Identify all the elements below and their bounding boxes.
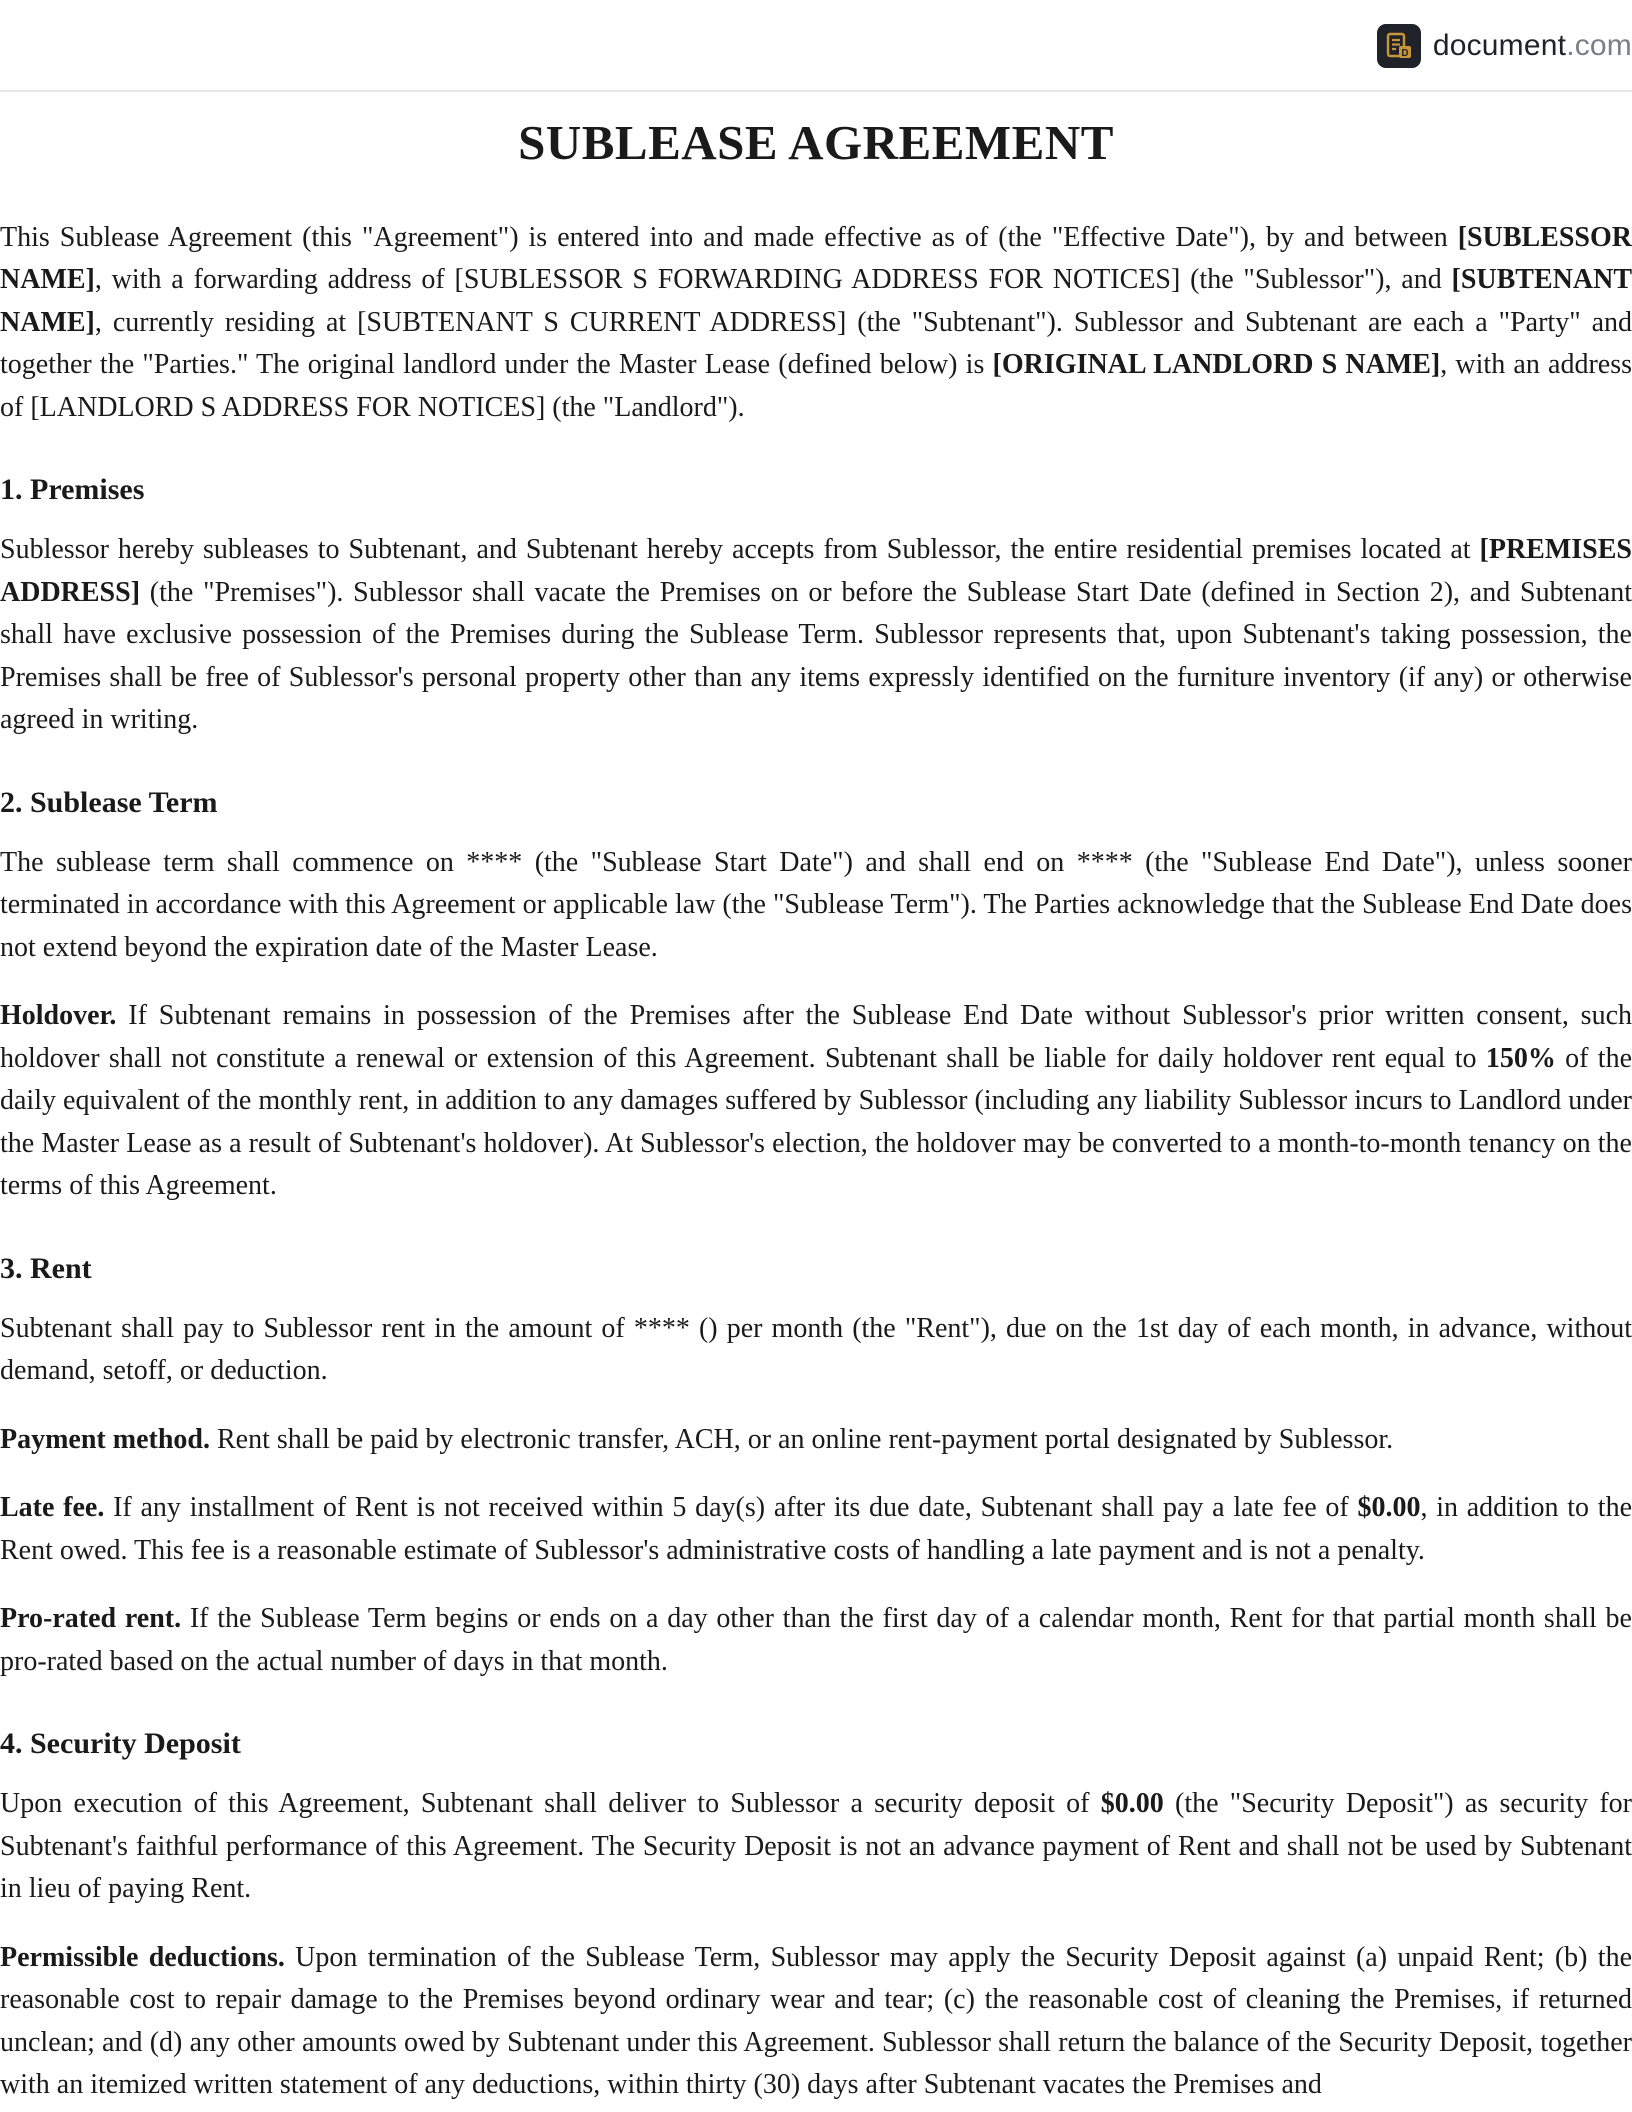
landlord-name: [ORIGINAL LANDLORD S NAME] — [992, 349, 1441, 381]
paragraph-text: If Subtenant remains in possession of the Premises after the Sublease End Date without Sublessor's prior written consent, such holdover shall not constitute a renewal or extension of this Agreement. Subtenant shall be liable for daily holdover rent equal to — [0, 1000, 1632, 1074]
paragraph-text: If any installment of Rent is not received within 5 day(s) after its due date, Subtenant shall pay a late fee of — [104, 1492, 1358, 1524]
intro-text: , currently residing at [SUBTENANT S CURRENT ADDRESS] (the "Subtenant"). Sublessor and Subtenant are each a "Party" and together the "Parties." The original landlord under the Master Lease (defined below) is — [0, 306, 1632, 381]
intro-text: This Sublease Agreement (this "Agreement") is entered into and made effective as of (the "Effective Date"), by and between — [0, 221, 1458, 253]
term-paragraph: The sublease term shall commence on **** (the "Sublease Start Date") and shall end on **** (the "Sublease End Date"), unless sooner terminated in accordance with this Agreement or applicable law (the "Sublease Term"). The Parties acknowledge that the Sublease End Date does not extend beyond the expiration date of the Master Lease. — [0, 846, 1632, 963]
paragraph-text: Upon termination of the Sublease Term, Sublessor may apply the Security Deposit against (a) unpaid Rent; (b) the reasonable cost to repair damage to the Premises beyond ordinary wear and tear; (c) the reasonable cost of cleaning the Premises, if returned unclean; and (d) any other amounts owed by Subtenant under this Agreement. Sublessor shall return the balance of the Security Deposit, together with an itemized written statement of any deductions, within thirty (30) days after Subtenant vacates the Premises and — [0, 1941, 1632, 2101]
sublessor-name: [SUBLESSOR NAME] — [0, 221, 1632, 296]
paragraph-text: (the "Security Deposit") as security for Subtenant's faithful performance of this Agreement. The Security Deposit is not an advance payment of Rent and shall not be used by Subtenant in lieu of paying Rent. — [0, 1788, 1632, 1905]
document-body — [0, 100, 1632, 2107]
paragraph-text: Sublessor hereby subleases to Subtenant, and Subtenant hereby accepts from Sublessor, the entire residential premises located at — [0, 534, 1480, 566]
document-title: SUBLEASE AGREEMENT — [518, 115, 1114, 170]
premises-paragraph — [0, 529, 1632, 742]
section-heading-rent: 3. Rent — [0, 1251, 92, 1285]
permissible-deductions-paragraph — [0, 1937, 1632, 2107]
permissible-deductions-lead: Permissible deductions. — [0, 1941, 285, 1973]
paragraph-text: If the Sublease Term begins or ends on a day other than the first day of a calendar month, Rent for that partial month shall be pro-rated based on the actual number of days in that month. — [0, 1603, 1632, 1677]
svg-text:D: D — [1401, 48, 1409, 59]
section-heading-sublease-term: 2. Sublease Term — [0, 785, 218, 819]
prorated-rent-lead: Pro-rated rent. — [0, 1603, 182, 1635]
payment-method-paragraph — [0, 1419, 1632, 1462]
paragraph-text: , in addition to the Rent owed. This fee is a reasonable estimate of Sublessor's administrative costs of handling a late payment and is not a penalty. — [0, 1492, 1632, 1566]
late-fee-amount: $0.00 — [1357, 1492, 1421, 1524]
brand-name: document — [1432, 29, 1567, 62]
security-deposit-amount: $0.00 — [1100, 1788, 1164, 1820]
holdover-paragraph — [0, 995, 1632, 1208]
premises-address: [PREMISES ADDRESS] — [0, 534, 1632, 608]
intro-text: , with an address of [LANDLORD S ADDRESS FOR NOTICES] (the "Landlord"). — [0, 349, 1632, 423]
paragraph-text: of the daily equivalent of the monthly rent, in addition to any damages suffered by Sublessor (including any liability Sublessor incurs to Landlord under the Master Lease as a result of Subtenant's holdover). At Sublessor's election, the holdover may be converted to a month-to-month tenancy on the terms of this Agreement. — [0, 1042, 1632, 1202]
paragraph-text: Upon execution of this Agreement, Subtenant shall deliver to Sublessor a security deposit of — [0, 1788, 1101, 1820]
document-logo-icon — [1377, 24, 1421, 68]
late-fee-paragraph — [0, 1487, 1632, 1572]
section-heading-premises: 1. Premises — [0, 473, 145, 507]
paragraph-text: Rent shall be paid by electronic transfer, ACH, or an online rent-payment portal designated by Sublessor. — [209, 1423, 1394, 1455]
payment-method-lead: Payment method. — [0, 1423, 210, 1455]
subtenant-name: [SUBTENANT NAME] — [0, 264, 1632, 338]
paragraph-text: (the "Premises"). Sublessor shall vacate the Premises on or before the Sublease Start Date (defined in Section 2), and Subtenant shall have exclusive possession of the Premises during the Sublease Term. Sublessor represents that, upon Subtenant's taking possession, the Premises shall be free of Sublessor's personal property other than any items expressly identified on the furniture inventory (if any) or otherwise agreed in writing. — [0, 576, 1632, 736]
late-fee-lead: Late fee. — [0, 1492, 105, 1524]
top-bar — [0, 0, 1632, 92]
intro-paragraph — [0, 217, 1632, 430]
security-deposit-paragraph — [0, 1783, 1632, 1911]
prorated-rent-paragraph — [0, 1598, 1632, 1683]
rent-paragraph: Subtenant shall pay to Sublessor rent in the amount of **** () per month (the "Rent"), due on the 1st day of each month, in advance, without demand, setoff, or deduction. — [0, 1312, 1632, 1387]
brand-wordmark — [1433, 31, 1632, 61]
holdover-rate: 150% — [1485, 1042, 1556, 1074]
section-heading-security-deposit: 4. Security Deposit — [0, 1727, 241, 1761]
brand[interactable] — [1377, 24, 1632, 68]
intro-text: , with a forwarding address of [SUBLESSOR S FORWARDING ADDRESS FOR NOTICES] (the "Sublessor"), and — [94, 264, 1452, 296]
holdover-lead: Holdover. — [0, 1000, 117, 1032]
brand-tld: .com — [1566, 29, 1632, 62]
